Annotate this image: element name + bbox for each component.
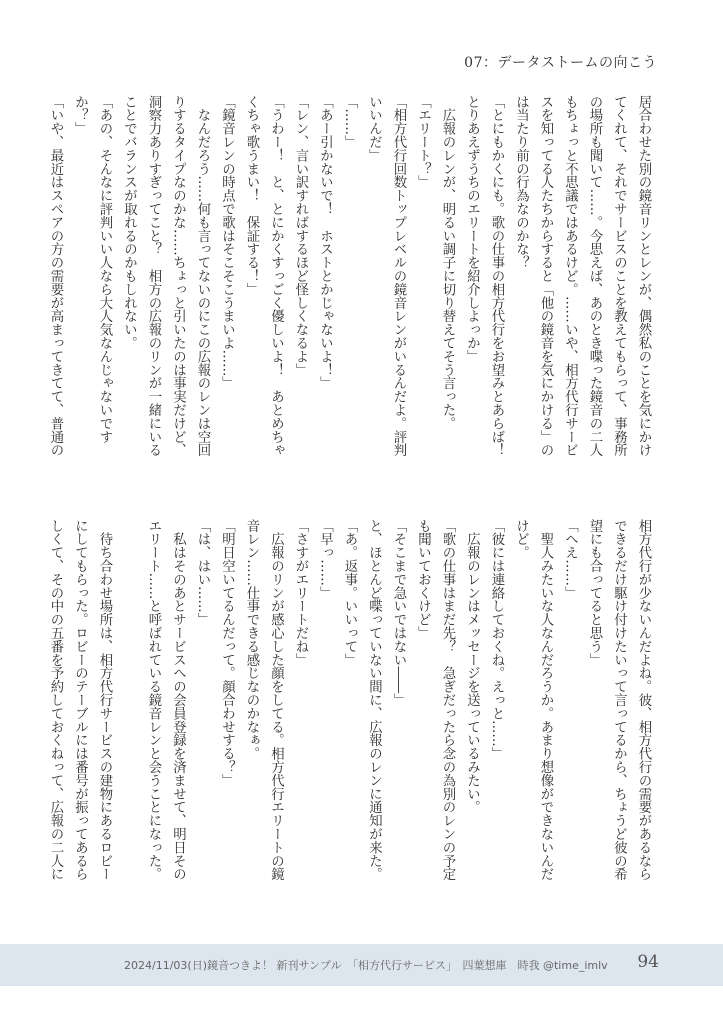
text-line: 「あの、そんなに評判いい人なら大人気なんじゃないです: [97, 95, 112, 444]
text-line: スを知ってる人たちからすると「他の鏡音を気にかける」の: [538, 95, 553, 457]
text-line: 相方代行が少ないんだよね。彼、相方代行の需要があるなら: [636, 519, 651, 881]
text-line: 広報のレンはメッセージを送っているみたい。: [464, 519, 480, 814]
text-line: てくれて、それでサービスのことを教えてもらって、事務所: [611, 95, 627, 457]
text-line: 「エリート？」: [415, 95, 431, 189]
text-line: の場所も聞いて……。今思えば、あのとき喋った鏡音の二人: [587, 95, 602, 457]
text-line: 洞察力ありすぎってこと？ 相方の広報のリンが一緒にいる: [146, 95, 161, 457]
text-line: もちょっと不思議ではあるけど。……いや、相方代行サービ: [562, 95, 578, 457]
text-line: エリート……と呼ばれている鏡音レンと会うことになった。: [146, 519, 161, 881]
text-line: くちゃ歌うまい！ 保証する！」: [244, 95, 259, 296]
upper-text-block: [48, 95, 655, 490]
text-line: なんだろう……何も言ってないのにこの広報のレンは空回: [195, 95, 210, 457]
text-line: しくて、その中の五番を予約しておくねって、広報の二人に: [48, 519, 63, 881]
text-line: も聞いておくけど」: [415, 519, 431, 640]
text-line: 私はそのあとサービスへの会員登録を済ませて、明日その: [170, 519, 186, 881]
text-line: 「は、はい……」: [195, 519, 210, 627]
footer-info: 2024/11/03(日)鏡音つきよ！ 新刊サンプル 「相方代行サービス」 四葉想庫 時我 @time_imlv: [124, 959, 608, 972]
text-line: と、ほとんど喋っていない間に、広報のレンに通知が来た。: [366, 519, 382, 881]
text-line: 「あー引かないで！ ホストとかじゃないよ！」: [317, 95, 333, 390]
text-line: けど。: [513, 519, 529, 560]
text-line: 広報のレンが、明るい調子に切り替えてそう言った。: [440, 95, 455, 430]
text-line: 「あ。返事。いいって」: [342, 519, 357, 667]
text-line: ことでバランスが取れるのかもしれない。: [121, 95, 137, 350]
text-line: できるだけ駆け付けたいって言ってるから、ちょうど彼の希: [611, 519, 627, 881]
text-line: 望にも合ってると思う」: [587, 519, 602, 667]
text-line: 「さすがエリートだね」: [293, 519, 308, 667]
text-line: 居合わせた別の鏡音リンとレンが、偶然私のことを気にかけ: [636, 95, 651, 457]
text-line: 「レン、言い訳すればするほど怪しくなるよ」: [293, 95, 308, 377]
text-line: 「早っ……」: [317, 519, 333, 600]
page-number: 94: [637, 952, 659, 972]
text-line: 待ち合わせ場所は、相方代行サービスの建物にあるロビー: [97, 519, 112, 881]
lower-text-block: [48, 519, 655, 914]
text-line: は当たり前の行為なのかな？: [513, 95, 529, 270]
text-line: 「……」: [342, 95, 357, 149]
text-line: いいんだ」: [366, 95, 382, 162]
text-line: 「相方代行回数トップレベルの鏡音レンがいるんだよ。評判: [391, 95, 406, 457]
text-line: 「いや、最近はスペアの方の需要が高まってきてて、普通の: [48, 95, 63, 457]
text-line: 「歌の仕事はまだ先？ 急ぎだったら念の為別のレンの予定: [440, 519, 455, 881]
text-line: 「とにもかくにも。歌の仕事の相方代行をお望みとあらば！: [489, 95, 504, 457]
text-line: とりあえずうちのエリートを紹介しよっか」: [464, 95, 480, 363]
text-line: 聖人みたいな人なんだろうか。あまり想像ができないんだ: [538, 519, 553, 881]
text-line-blank: [116, 519, 141, 914]
text-line: 「へえ……」: [562, 519, 578, 600]
text-line: か？」: [72, 95, 88, 136]
chapter-title: 07：データストームの向こう: [464, 55, 657, 71]
text-line: 「彼には連絡しておくね。えっと……」: [489, 519, 504, 761]
text-line: りするタイプなのかな……ちょっと引いたのは事実だけど、: [170, 95, 186, 457]
text-line: 「明日空いてるんだって。顔合わせする？」: [219, 519, 235, 787]
text-line: 「鏡音レンの時点で歌はそこそこうまいよ……」: [219, 95, 235, 390]
text-line: 広報のリンが感心した顔をしてる。相方代行エリートの鏡: [268, 519, 284, 881]
text-line: 音レン……仕事できる感じなのかなぁ。: [244, 519, 259, 761]
text-line: にしてもらった。ロビーのテーブルには番号が振ってあるら: [72, 519, 88, 881]
text-line: 「うわー！ と、とにかくすっごく優しいよ！ あとめちゃ: [268, 95, 284, 457]
text-line: 「そこまで急いではない――」: [391, 519, 406, 707]
